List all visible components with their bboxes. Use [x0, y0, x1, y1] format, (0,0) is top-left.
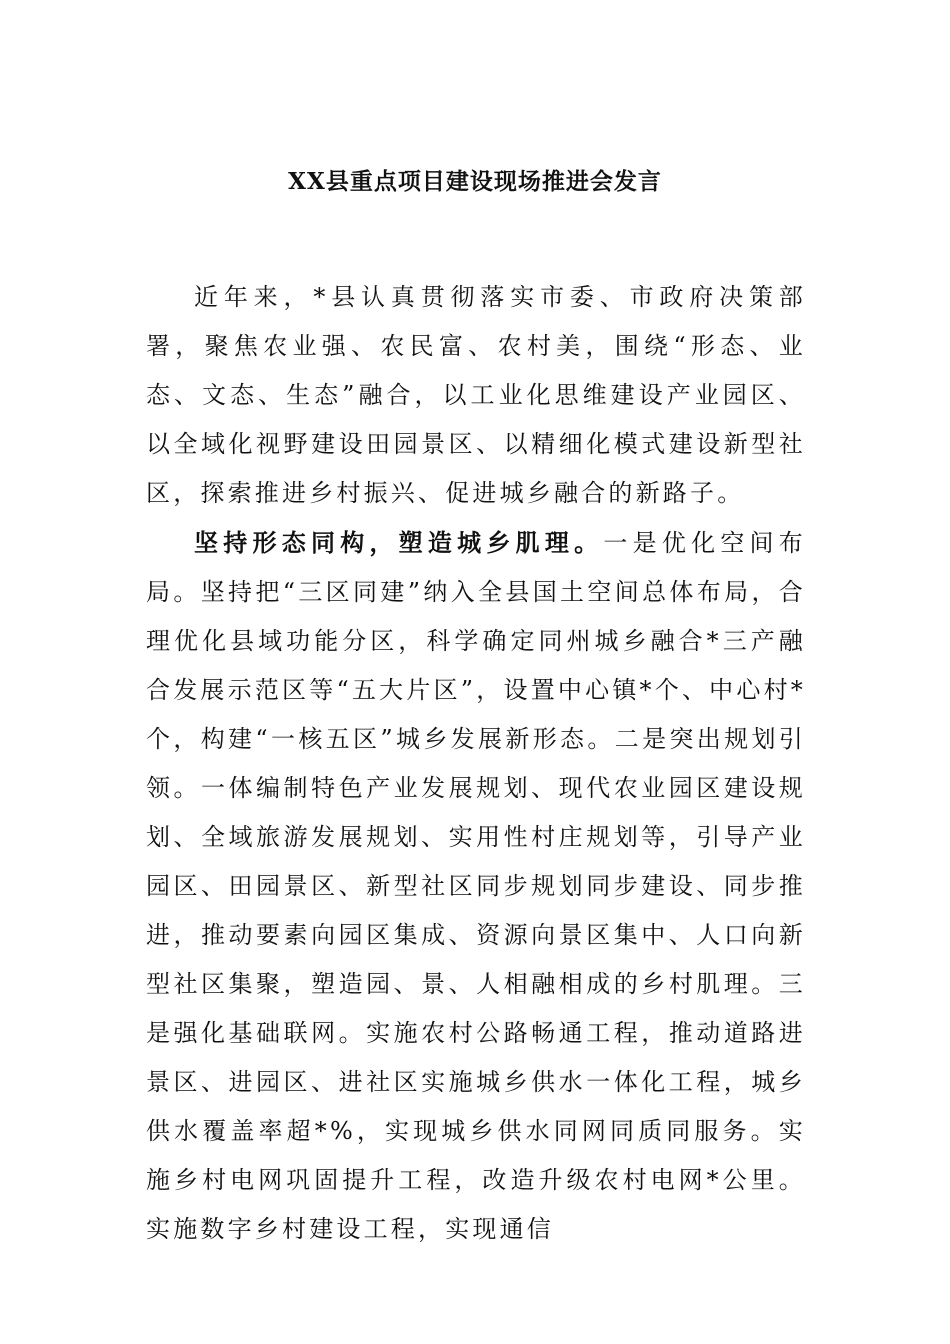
paragraph-text: 一是优化空间布局。坚持把“三区同建”纳入全县国土空间总体布局，合理优化县域功能分区，科学确定同州城乡融合*三产融合发展示范区等“五大片区”，设置中心镇*个、中心村*个，构建“一核五区”城乡发展新形态。二是突出规划引领。一体编制特色产业发展规划、现代农业园区建设规划、全域旅游发展规划、实用性村庄规划等，引导产业园区、田园景区、新型社区同步规划同步建设、同步推进，推动要素向园区集成、资源向景区集中、人口向新型社区集聚，塑造园、景、人相融相成的乡村肌理。三是强化基础联网。实施农村公路畅通工程，推动道路进景区、进园区、进社区实施城乡供水一体化工程，城乡供水覆盖率超*%，实现城乡供水同网同质同服务。实施乡村电网巩固提升工程，改造升级农村电网*公里。实施数字乡村建设工程，实现通信 [146, 529, 806, 1243]
document-body [146, 273, 806, 1254]
page-title: XX县重点项目建设现场推进会发言 [288, 168, 662, 195]
paragraph-section-1 [146, 518, 806, 1254]
paragraph-text: 近年来，*县认真贯彻落实市委、市政府决策部署，聚焦农业强、农民富、农村美，围绕“形态、业态、文态、生态”融合，以工业化思维建设产业园区、以全域化视野建设田园景区、以精细化模式建设新型社区，探索推进乡村振兴、促进城乡融合的新路子。 [146, 283, 806, 507]
paragraph-intro [146, 273, 806, 518]
section-heading: 坚持形态同构，塑造城乡肌理。 [194, 528, 604, 557]
